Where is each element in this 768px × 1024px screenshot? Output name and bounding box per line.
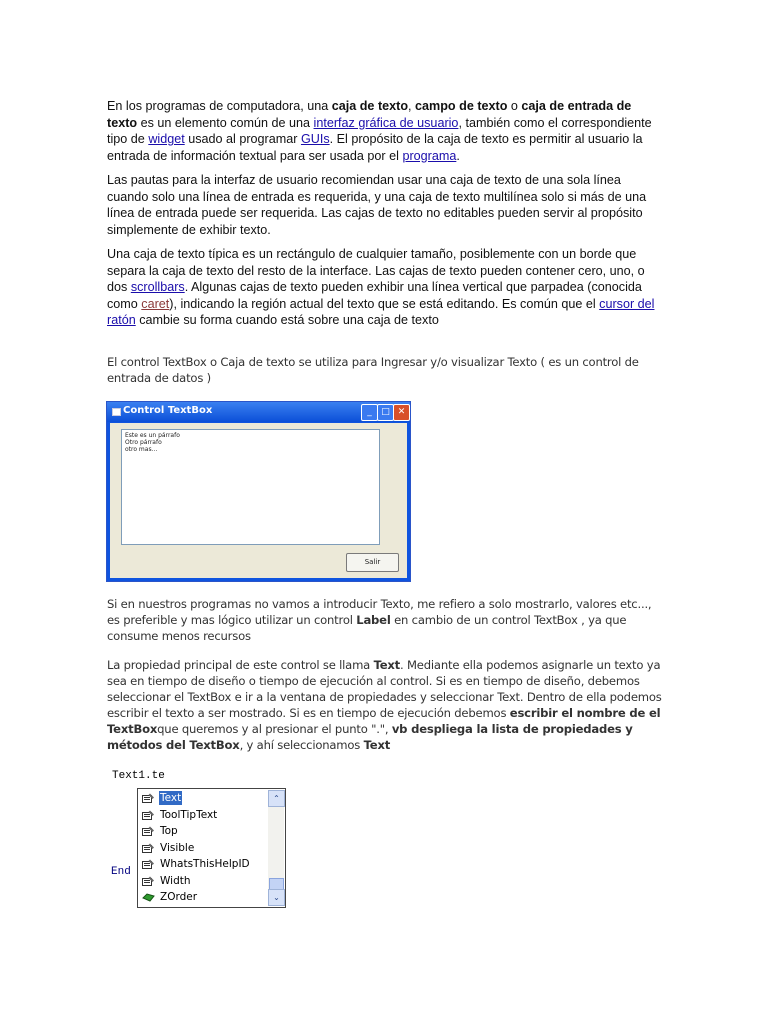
text-run: cambie su forma cuando está sobre una caja de texto	[135, 313, 439, 327]
link-programa[interactable]: programa	[402, 148, 457, 163]
intellisense-item-label: ToolTipText	[160, 808, 218, 821]
multiline-textbox[interactable]: Este es un párrafo Otro párrafo otro mas...	[121, 429, 380, 545]
salir-button[interactable]: Salir	[346, 553, 399, 572]
text-run: La propiedad principal de este control se llama	[107, 658, 374, 672]
text-run: es un elemento común de una	[137, 115, 314, 130]
bold-term: Label	[356, 613, 391, 627]
text-property-description	[107, 657, 667, 753]
intro-paragraph-1	[107, 98, 662, 164]
scroll-up-arrow-icon[interactable]: ⌃	[268, 790, 285, 807]
intellisense-item-label: Top	[160, 825, 178, 837]
property-icon	[142, 843, 155, 853]
text-run: ), indicando la región actual del texto que se está editando. Es común que el	[169, 296, 600, 311]
intellisense-item-label: Width	[160, 874, 191, 887]
section2-paragraph-1	[107, 354, 667, 386]
text-run: o	[507, 99, 522, 113]
intellisense-item[interactable]	[139, 856, 267, 873]
method-icon	[142, 892, 155, 902]
intellisense-item[interactable]	[139, 823, 267, 840]
maximize-button[interactable]: □	[377, 404, 394, 421]
property-icon	[142, 793, 155, 803]
code-line: Text1.te	[112, 770, 165, 782]
intellisense-item-label: WhatsThisHelpID	[160, 858, 250, 870]
control-textbox-window	[106, 401, 411, 582]
bold-term: escribir el nombre de el TextBox	[107, 706, 661, 736]
intellisense-item[interactable]	[139, 889, 267, 906]
section2-paragraph-3	[107, 657, 667, 753]
intellisense-list[interactable]	[137, 788, 286, 908]
window-titlebar[interactable]	[107, 402, 410, 422]
bold-term: Text	[363, 738, 391, 752]
intellisense-items	[139, 790, 267, 906]
link-guis[interactable]: GUIs	[300, 132, 330, 146]
text-run: .	[456, 148, 460, 163]
bold-term: Text	[373, 658, 401, 672]
link-caret[interactable]: caret	[141, 296, 170, 311]
label-recommendation	[107, 596, 667, 644]
window-app-icon	[112, 408, 121, 416]
intellisense-item-label: Visible	[160, 841, 195, 854]
intellisense-item-label: ZOrder	[160, 891, 198, 903]
text-run: . Mediante ella podemos asignarle un texto ya sea en tiempo de diseño o tiempo de ejecución al control. Si es en tiempo de diseño, debemos seleccionar el TextBox e ir a la ventana de propiedades y seleccionar Text. Dentro de ella podemos escribir el texto a ser mostrado. Si es en tiempo de ejecución debemos	[107, 658, 662, 720]
textbox-description: El control TextBox o Caja de texto se utiliza para Ingresar y/o visualizar Texto ( es un control de entrada de datos )	[107, 355, 639, 385]
intellisense-item[interactable]	[139, 790, 267, 807]
text-run: que queremos y al presionar el punto ".",	[157, 722, 392, 736]
intro-text	[107, 98, 662, 337]
window-title: Control TextBox	[123, 405, 213, 416]
scroll-down-arrow-icon[interactable]: ⌄	[268, 889, 285, 906]
text-run: , también como el correspondiente tipo de	[107, 115, 652, 146]
intellisense-item[interactable]	[139, 807, 267, 824]
text-run: Una caja de texto típica es un rectángulo de cualquier tamaño, posiblemente con un borde que separa la caja de texto del resto de la interface. Las cajas de texto pueden contener cero, uno, o dos	[107, 247, 645, 294]
text-run: , y ahí seleccionamos	[239, 738, 364, 752]
link-interfaz-grafica[interactable]: interfaz gráfica de usuario	[313, 115, 459, 130]
text-run: Si en nuestros programas no vamos a introducir Texto, me refiero a solo mostrarlo, valores etc..., es preferible y mas lógico utilizar un control	[107, 597, 652, 627]
property-icon	[142, 826, 155, 836]
text-run: En los programas de computadora, una	[107, 99, 332, 113]
intro-paragraph-3	[107, 246, 662, 329]
section2-paragraph-2	[107, 596, 667, 644]
intellisense-item-label: Text	[160, 792, 182, 804]
property-icon	[142, 810, 155, 820]
intro-paragraph-2: Las pautas para la interfaz de usuario recomiendan usar una caja de texto de una sola línea cuando solo una línea de entrada es requerida, y una caja de texto multilínea solo si más de una línea de entrada puede ser requerida. Las cajas de texto no editables pueden servir al propósito simplemente de exhibir texto.	[107, 173, 647, 237]
link-scrollbars[interactable]: scrollbars	[130, 280, 185, 294]
bold-term: vb despliega la lista de propiedades y métodos del TextBox	[107, 722, 633, 752]
property-icon	[142, 859, 155, 869]
code-end-keyword: End	[111, 866, 131, 878]
minimize-button[interactable]: _	[361, 404, 378, 421]
link-cursor-raton[interactable]: cursor del ratón	[107, 296, 655, 327]
text-run: . Algunas cajas de texto pueden exhibir una línea vertical que parpadea (conocida como	[107, 280, 642, 311]
window-client-area	[110, 423, 407, 578]
intellisense-scrollbar[interactable]	[268, 790, 284, 906]
bold-term: campo de texto	[415, 99, 508, 113]
text-run: . El propósito de la caja de texto es permitir al usuario la entrada de información textual para ser usada por el	[107, 132, 643, 163]
intellisense-item[interactable]	[139, 873, 267, 890]
bold-term: caja de texto	[331, 99, 409, 113]
property-icon	[142, 876, 155, 886]
link-widget[interactable]: widget	[148, 132, 185, 146]
close-button[interactable]: ✕	[393, 404, 410, 421]
text-run: en cambio de un control TextBox , ya que consume menos recursos	[107, 613, 627, 643]
bold-term: caja de entrada de texto	[107, 99, 632, 130]
text-run: usado al programar	[184, 132, 301, 146]
text-run: ,	[408, 99, 416, 113]
intellisense-item[interactable]	[139, 840, 267, 857]
